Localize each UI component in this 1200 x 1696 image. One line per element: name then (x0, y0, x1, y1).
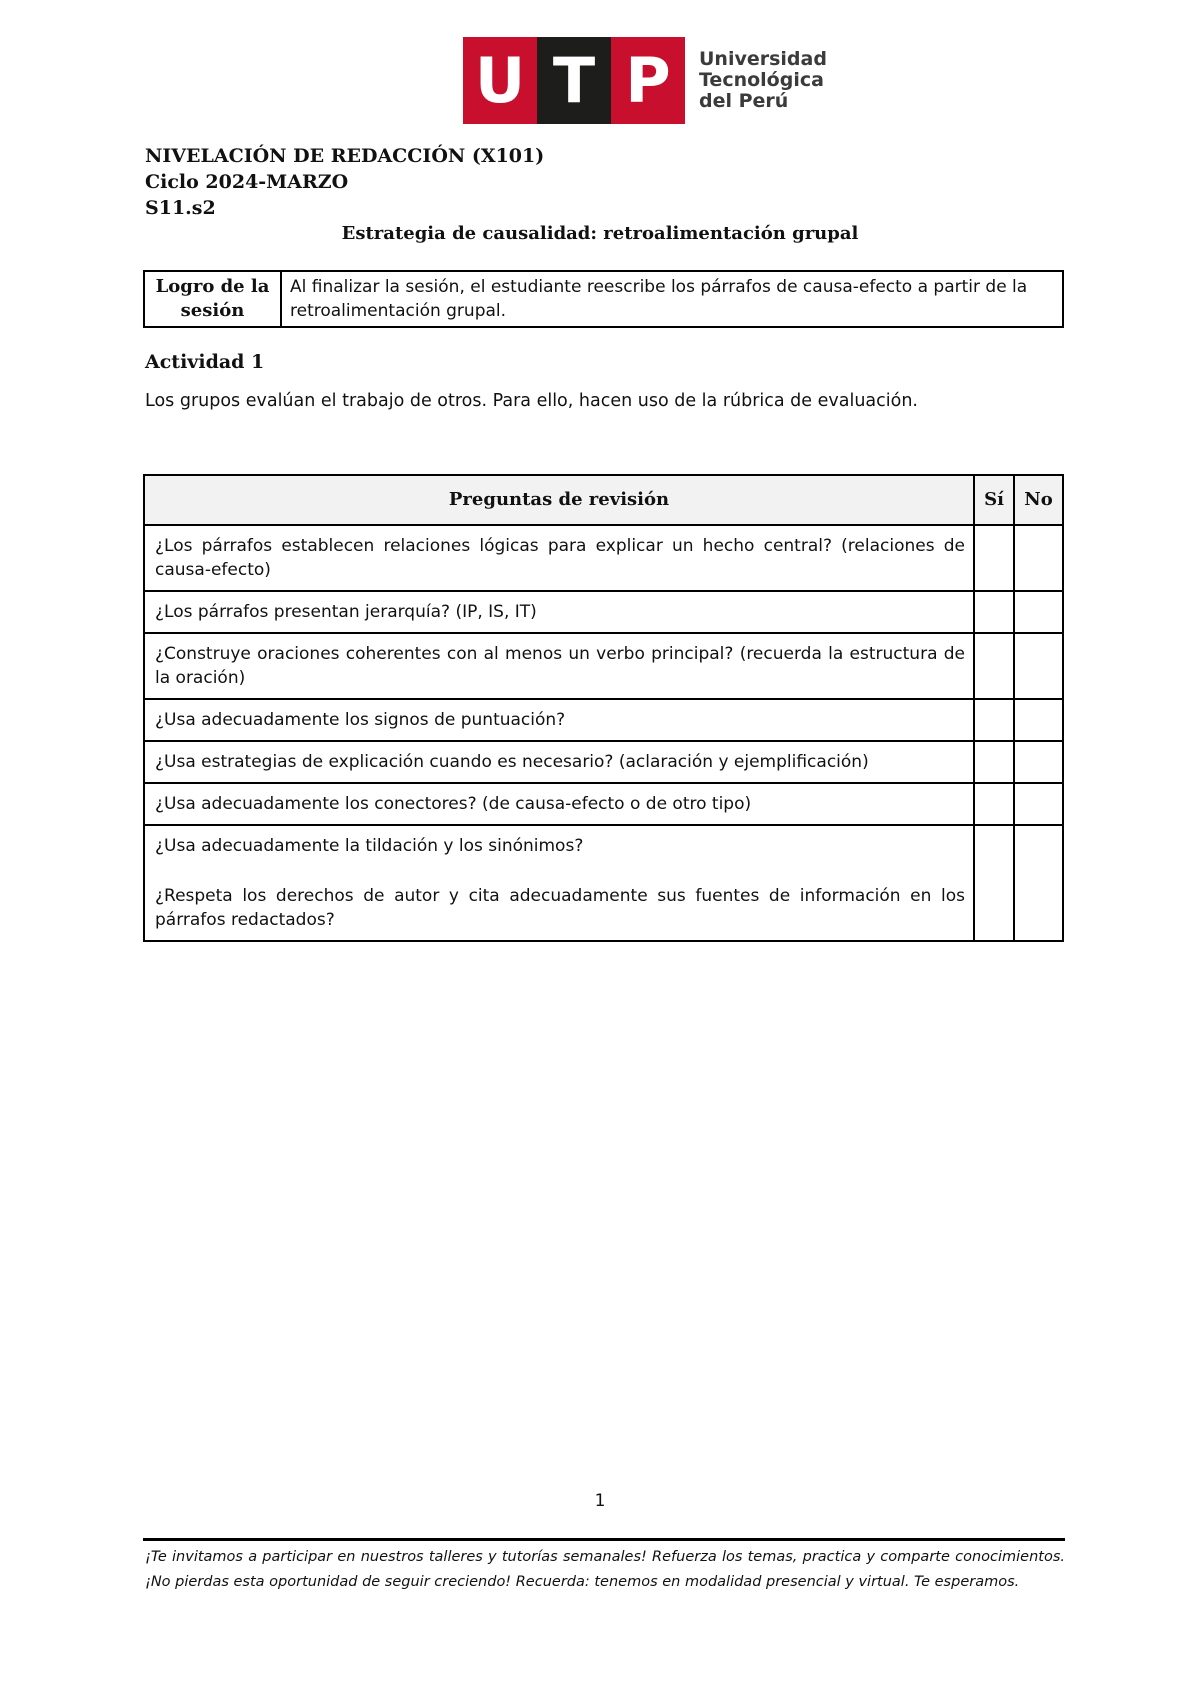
question-cell: ¿Construye oraciones coherentes con al menos un verbo principal? (recuerda la estructura de la oración) (144, 633, 974, 699)
footer-divider (143, 1538, 1065, 1541)
activity-title: Actividad 1 (145, 351, 265, 373)
question-cell (144, 825, 974, 941)
question-text-extra: ¿Respeta los derechos de autor y cita adecuadamente sus fuentes de información en los párrafos redactados? (155, 886, 965, 930)
review-rubric-table (143, 474, 1064, 942)
yes-cell[interactable] (974, 525, 1014, 591)
logo-line-3: del Perú (699, 90, 789, 112)
utp-logo-mark (463, 37, 685, 124)
logo-letter-p: P (611, 37, 685, 124)
question-cell: ¿Usa adecuadamente los signos de puntuación? (144, 699, 974, 741)
no-cell[interactable] (1014, 699, 1063, 741)
activity-instructions: Los grupos evalúan el trabajo de otros. Para ello, hacen uso de la rúbrica de evaluación. (145, 391, 918, 411)
session-goal-label: Logro de la sesión (145, 272, 282, 326)
question-cell: ¿Los párrafos establecen relaciones lógicas para explicar un hecho central? (relaciones de causa-efecto) (144, 525, 974, 591)
no-cell[interactable] (1014, 783, 1063, 825)
table-row (144, 591, 1063, 633)
no-cell[interactable] (1014, 591, 1063, 633)
no-cell[interactable] (1014, 741, 1063, 783)
question-cell: ¿Usa adecuadamente los conectores? (de causa-efecto o de otro tipo) (144, 783, 974, 825)
yes-cell[interactable] (974, 825, 1014, 941)
logo-line-1: Universidad (699, 48, 827, 70)
yes-cell[interactable] (974, 699, 1014, 741)
yes-cell[interactable] (974, 741, 1014, 783)
footer-note: ¡Te invitamos a participar en nuestros talleres y tutorías semanales! Refuerza los temas, practica y comparte conocimientos. ¡No pierdas esta oportunidad de seguir creciendo! Recuerda: tenemos en modalidad presencial y virtual. Te esperamos. (145, 1549, 1065, 1590)
cycle-label: Ciclo 2024-MARZO (145, 171, 349, 193)
session-goal-table (143, 270, 1064, 328)
logo-line-2: Tecnológica (699, 69, 824, 91)
logo-letter-u: U (463, 37, 537, 124)
no-cell[interactable] (1014, 633, 1063, 699)
course-title: NIVELACIÓN DE REDACCIÓN (X101) (145, 145, 545, 167)
page-number: 1 (594, 1491, 606, 1511)
question-cell: ¿Los párrafos presentan jerarquía? (IP, IS, IT) (144, 591, 974, 633)
table-header-row (144, 475, 1063, 525)
question-cell: ¿Usa estrategias de explicación cuando es necesario? (aclaración y ejemplificación) (144, 741, 974, 783)
table-row (144, 741, 1063, 783)
document-subtitle: Estrategia de causalidad: retroalimentación grupal (341, 223, 859, 244)
table-row (144, 525, 1063, 591)
yes-cell[interactable] (974, 591, 1014, 633)
table-row (144, 699, 1063, 741)
yes-cell[interactable] (974, 783, 1014, 825)
no-cell[interactable] (1014, 525, 1063, 591)
session-goal-text: Al finalizar la sesión, el estudiante reescribe los párrafos de causa-efecto a partir de la retroalimentación grupal. (290, 277, 1028, 321)
header-yes: Sí (974, 475, 1014, 525)
question-text: ¿Usa adecuadamente la tildación y los sinónimos? (155, 836, 584, 856)
utp-logo (463, 37, 827, 124)
no-cell[interactable] (1014, 825, 1063, 941)
header-question: Preguntas de revisión (144, 475, 974, 525)
header-no: No (1014, 475, 1063, 525)
yes-cell[interactable] (974, 633, 1014, 699)
table-row (144, 825, 1063, 941)
logo-wordmark (699, 49, 827, 112)
session-code: S11.s2 (145, 197, 216, 219)
table-row (144, 783, 1063, 825)
table-row (144, 633, 1063, 699)
logo-letter-t: T (537, 37, 611, 124)
